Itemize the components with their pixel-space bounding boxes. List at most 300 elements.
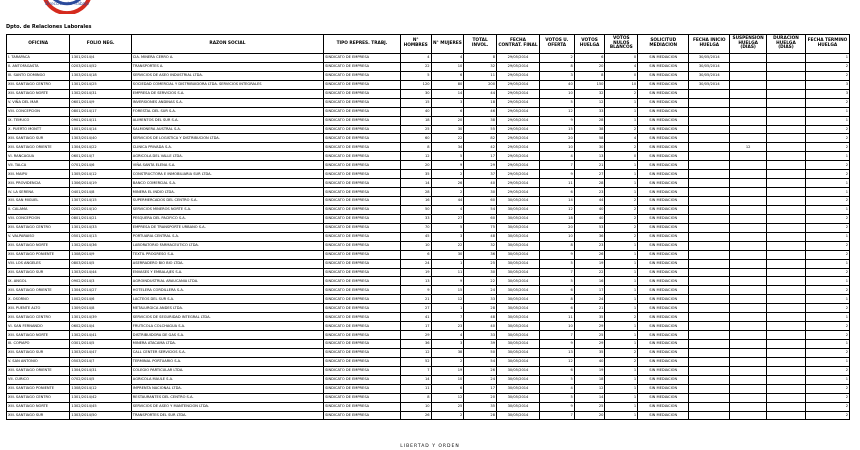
table-cell: XIII. SANTIAGO SUR [7,348,70,357]
table-cell: 1 [605,250,638,259]
table-cell: 29 [400,331,431,340]
table-cell [730,179,767,188]
table-cell: 38 [574,125,605,134]
table-cell: 22 [464,277,497,286]
table-cell: I. TARAPACA [7,54,70,63]
table-cell: SIN MEDIACION [638,143,689,152]
table-cell [689,116,730,125]
table-cell: XIII. SANTIAGO SUR [7,268,70,277]
table-cell [730,54,767,63]
table-row [7,322,850,331]
table-cell: 32 [464,241,497,250]
table-cell: 27 [400,304,431,313]
table-cell: 12 [574,98,605,107]
table-cell [730,331,767,340]
table-cell: SINDICATO DE EMPRESA [324,241,401,250]
table-cell: 44 [464,89,497,98]
table-cell: 9 [539,250,574,259]
table-cell: 8 [539,295,574,304]
table-cell: 29/05/2014 [497,170,540,179]
table-cell [767,232,806,241]
table-cell: SERVICIOS DE LOGISTICA Y DISTRIBUCION LTDA. [131,134,323,143]
table-cell: 29/05/2014 [497,179,540,188]
table-cell: 17 [400,322,431,331]
table-row [7,125,850,134]
table-cell: 40 [400,107,431,116]
table-cell: 0301/2014/5 [70,340,131,349]
table-cell: SIN MEDIACION [638,116,689,125]
table-cell: SIN MEDIACION [638,375,689,384]
table-cell: 1 [605,322,638,331]
table-row [7,286,850,295]
table-cell: 5 [539,277,574,286]
table-cell: SIN MEDIACION [638,125,689,134]
table-cell [767,313,806,322]
table-cell: 27 [574,170,605,179]
table-row [7,357,850,366]
table-cell [767,161,806,170]
table-cell: 34 [431,143,464,152]
table-cell: DISTRIBUIDORA DE GAS S.A. [131,331,323,340]
table-cell: 0 [605,71,638,80]
table-cell: COLEGIO PARTICULAR LTDA. [131,366,323,375]
table-cell: 0602/2014/4 [70,322,131,331]
table-cell: 38 [431,348,464,357]
table-cell: 30/05/2014 [497,304,540,313]
table-cell: 1 [605,277,638,286]
table-cell [730,214,767,223]
table-cell [730,152,767,161]
logo-text: Dirección del Trabajo [45,1,89,6]
table-cell [730,241,767,250]
table-cell: 30/05/2014 [497,348,540,357]
table-cell: SINDICATO DE EMPRESA [324,98,401,107]
table-cell: III. COPIAPO [7,340,70,349]
table-cell: 14 [431,89,464,98]
table-row [7,152,850,161]
table-cell: 2 [605,348,638,357]
table-cell: SINDICATO DE EMPRESA [324,143,401,152]
column-header: FECHA INICIO HUELGA [689,35,730,54]
footer-text: LIBERTAD Y ORDEN [400,444,460,449]
table-cell: 15 [431,286,464,295]
table-cell [767,259,806,268]
table-cell [730,71,767,80]
table-cell: SINDICATO DE EMPRESA [324,134,401,143]
table-cell: 26 [574,250,605,259]
table-cell: 1 [605,384,638,393]
table-cell: TRANSPORTES DEL SUR LTDA. [131,411,323,420]
table-cell: 20 [574,62,605,71]
table-cell: 1305/2014/12 [70,170,131,179]
table-cell: SINDICATO DE EMPRESA [324,340,401,349]
table-cell: 36 [574,232,605,241]
table-cell: 2 [605,197,638,206]
table-cell: 3 [431,98,464,107]
table-cell: 30/05/2014 [689,54,730,63]
table-cell: 10 [431,62,464,71]
table-cell [689,259,730,268]
table-cell: SINDICATO DE EMPRESA [324,268,401,277]
table-cell [767,340,806,349]
table-cell: 1302/2014/36 [70,241,131,250]
table-cell: XIII. SANTIAGO CENTRO [7,393,70,402]
table-cell: 1304/2014/31 [70,366,131,375]
table-cell [730,223,767,232]
table-cell [689,188,730,197]
table-cell: 20 [574,411,605,420]
table-cell: 200 [464,80,497,89]
table-cell: 20 [431,116,464,125]
table-cell [767,384,806,393]
table-cell: TRANSPORTES A. [131,62,323,71]
table-cell: 1 [605,304,638,313]
table-cell: 22 [431,134,464,143]
table-cell: XIII. SANTIAGO SUR [7,134,70,143]
table-cell: 1301/2014/39 [70,313,131,322]
table-cell: LACTEOS DEL SUR S.A. [131,295,323,304]
table-cell [767,366,806,375]
table-cell: AGRICOLA MAULE S.A. [131,375,323,384]
table-cell: SIN MEDIACION [638,214,689,223]
table-cell: SIN MEDIACION [638,223,689,232]
table-cell: 1 [605,116,638,125]
table-cell: 29/05/2014 [497,134,540,143]
table-cell: V. VIÑA DEL MAR [7,98,70,107]
table-cell [730,402,767,411]
table-cell: 2 [805,366,849,375]
table-cell: SIN MEDIACION [638,152,689,161]
table-cell: 1 [805,313,849,322]
table-cell: 1 [605,188,638,197]
table-cell: 16 [400,197,431,206]
table-cell: 29 [574,322,605,331]
table-cell: 6 [431,71,464,80]
table-cell: XIII. SANTIAGO ORIENTE [7,143,70,152]
table-cell: 120 [400,80,431,89]
table-cell: SERVICIOS DE ASEO Y MANTENCION LTDA. [131,402,323,411]
table-cell: 44 [431,197,464,206]
table-cell: 30/05/2014 [497,277,540,286]
table-cell: SINDICATO DE EMPRESA [324,384,401,393]
table-cell [730,134,767,143]
table-cell: 46 [464,107,497,116]
table-cell: 9 [539,116,574,125]
table-cell [767,214,806,223]
table-cell: 29/05/2014 [497,62,540,71]
table-cell: 23 [431,322,464,331]
table-cell: SINDICATO DE EMPRESA [324,89,401,98]
table-cell: 20 [400,161,431,170]
table-cell: 1302/2014/41 [70,331,131,340]
table-row [7,62,850,71]
table-cell: 10 [539,143,574,152]
table-cell [767,89,806,98]
table-cell: SINDICATO DE EMPRESA [324,250,401,259]
table-cell: 21 [400,295,431,304]
table-cell: VII. TALCA [7,161,70,170]
table-cell: 42 [464,143,497,152]
table-row [7,134,850,143]
table-cell: 8 [464,54,497,63]
table-cell: 29/05/2014 [497,161,540,170]
table-cell: SIN MEDIACION [638,286,689,295]
table-cell: 1 [805,188,849,197]
table-cell: 39 [464,340,497,349]
table-cell: 4 [539,152,574,161]
table-cell: 2 [805,197,849,206]
table-cell: SINDICATO DE EMPRESA [324,152,401,161]
table-cell: SIN MEDIACION [638,393,689,402]
table-cell: 2 [431,411,464,420]
table-row [7,331,850,340]
table-cell: 48 [464,232,497,241]
table-cell: SIN MEDIACION [638,384,689,393]
table-cell: SINDICATO DE EMPRESA [324,188,401,197]
table-cell: 1 [605,268,638,277]
table-cell [730,107,767,116]
table-cell [730,188,767,197]
table-cell [767,205,806,214]
table-cell [689,98,730,107]
table-cell: SIN MEDIACION [638,62,689,71]
table-cell: 1 [605,259,638,268]
table-cell: 6 [431,384,464,393]
table-cell [730,232,767,241]
table-row [7,384,850,393]
table-cell: 21 [574,161,605,170]
table-cell: 30/05/2014 [497,375,540,384]
table-cell: 36 [464,250,497,259]
table-cell: LABORATORIO FARMACEUTICO LTDA. [131,241,323,250]
table-cell: XIII. SANTIAGO NORTE [7,241,70,250]
table-cell: RESTAURANTES DEL CENTRO S.A. [131,393,323,402]
table-cell: 28 [574,116,605,125]
table-cell: 30/05/2014 [497,268,540,277]
table-cell: CONSTRUCTORA E INMOBILIARIA SUR LTDA. [131,170,323,179]
table-cell: SINDICATO DE EMPRESA [324,107,401,116]
table-cell: 0601/2014/7 [70,152,131,161]
table-cell: 29/05/2014 [497,152,540,161]
table-cell: SIN MEDIACION [638,250,689,259]
table-cell: 30/05/2014 [497,366,540,375]
column-header: VOTOS U. OFERTA [539,35,574,54]
table-cell: 24 [464,375,497,384]
table-cell: SIN MEDIACION [638,295,689,304]
table-cell: 6 [539,304,574,313]
table-cell: 1 [805,375,849,384]
table-cell: 30 [464,188,497,197]
table-cell: 0401/2014/8 [70,188,131,197]
table-cell: 1308/2014/9 [70,250,131,259]
table-cell: 29 [464,161,497,170]
table-cell: 1 [605,98,638,107]
table-cell: 12 [539,107,574,116]
table-cell: 40 [539,80,574,89]
table-cell: MINERA EL INDIO LTDA. [131,188,323,197]
table-cell [730,197,767,206]
table-cell: 1 [805,259,849,268]
column-header: SUSPENSION HUELGA (DIAS) [730,35,767,54]
table-cell: 35 [400,170,431,179]
table-cell: 2 [605,313,638,322]
table-cell: 28 [464,304,497,313]
table-cell: SIN MEDIACION [638,179,689,188]
table-cell: 1303/2014/18 [70,71,131,80]
table-cell: II. ANTOFAGASTA [7,62,70,71]
table-cell: VII. CURICO [7,375,70,384]
table-cell: X. OSORNO [7,295,70,304]
table-cell: 30/05/2014 [497,250,540,259]
table-cell: SINDICATO DE EMPRESA [324,54,401,63]
table-cell: XIII. SANTIAGO CENTRO [7,80,70,89]
table-cell: 2 [805,250,849,259]
table-cell [767,71,806,80]
table-cell [767,402,806,411]
table-cell: 40 [574,357,605,366]
table-cell: 16 [574,277,605,286]
table-cell: ENVASES Y EMBALAJES S.A. [131,268,323,277]
table-cell: 14 [574,393,605,402]
table-cell: 25 [431,402,464,411]
table-cell: 0801/2014/17 [70,107,131,116]
table-cell [689,295,730,304]
table-cell: 4 [431,331,464,340]
table-cell: 2 [805,241,849,250]
table-cell: 40 [574,205,605,214]
table-cell: 55 [464,125,497,134]
table-cell [730,286,767,295]
table-cell [730,116,767,125]
table-cell: XIII. PROVIDENCIA [7,179,70,188]
table-row [7,188,850,197]
table-cell: 1 [805,107,849,116]
table-cell: 14 [539,197,574,206]
table-cell: 50 [400,205,431,214]
table-cell: 2 [805,411,849,420]
table-cell: 5 [400,71,431,80]
table-cell: 11 [539,179,574,188]
table-cell: 1306/2014/19 [70,179,131,188]
table-cell [689,223,730,232]
table-cell [689,402,730,411]
table-cell: 0503/2014/7 [70,357,131,366]
table-cell: SINDICATO DE EMPRESA [324,71,401,80]
table-cell: 2 [431,188,464,197]
table-cell: 30/05/2014 [497,340,540,349]
table-cell: FORESTAL DEL SUR S.A. [131,107,323,116]
table-cell: 2 [605,125,638,134]
table-cell: 0801/2014/21 [70,214,131,223]
table-cell [689,375,730,384]
table-cell: FRUTICOLA COLCHAGUA S.A. [131,322,323,331]
table-cell [767,197,806,206]
table-row [7,268,850,277]
table-cell [689,357,730,366]
table-cell: 33 [400,214,431,223]
table-cell [730,295,767,304]
table-cell: 9 [539,170,574,179]
table-cell: II. CALAMA [7,205,70,214]
table-cell [689,304,730,313]
table-cell: 2 [605,205,638,214]
table-cell: SIN MEDIACION [638,411,689,420]
table-cell: 4 [605,134,638,143]
table-cell: 0501/2014/13 [70,232,131,241]
table-cell: 19 [431,366,464,375]
table-row [7,304,850,313]
table-cell [767,170,806,179]
table-cell: SINDICATO DE EMPRESA [324,205,401,214]
table-cell [689,277,730,286]
table-cell: 29/05/2014 [497,143,540,152]
table-cell: 33 [464,331,497,340]
table-cell: 30/05/2014 [497,313,540,322]
table-cell: 11 [464,71,497,80]
table-cell: 1 [805,295,849,304]
table-cell [767,304,806,313]
table-cell: 2 [805,143,849,152]
table-cell: 9 [400,286,431,295]
table-cell: VIII. LOS ANGELES [7,259,70,268]
table-cell: SINDICATO DE EMPRESA [324,179,401,188]
table-cell: SIN MEDIACION [638,331,689,340]
table-cell: 13 [539,348,574,357]
table-cell: SINDICATO DE EMPRESA [324,197,401,206]
table-cell: 1 [605,295,638,304]
table-cell: 1 [605,366,638,375]
table-cell [767,375,806,384]
table-cell: 2 [805,170,849,179]
table-cell: 60 [400,134,431,143]
table-cell: 1 [605,179,638,188]
table-cell [767,322,806,331]
table-cell: SIN MEDIACION [638,322,689,331]
table-cell: 4 [400,54,431,63]
table-cell: 10 [539,232,574,241]
table-cell: 10 [400,402,431,411]
table-cell: XIII. SANTIAGO CENTRO [7,223,70,232]
table-cell: SINDICATO DE EMPRESA [324,161,401,170]
table-cell: 20 [464,393,497,402]
table-cell: 19 [574,259,605,268]
table-cell: SOCIEDAD COMERCIAL Y DISTRIBUIDORA LTDA. SERVICIOS INTEGRALES [131,80,323,89]
column-header: TOTAL INVOL. [464,35,497,54]
table-cell [730,161,767,170]
table-row [7,80,850,89]
table-cell: SIN MEDIACION [638,241,689,250]
table-row [7,54,850,63]
table-cell [730,80,767,89]
table-cell: EMPRESA DE TRANSPORTE URBANO S.A. [131,223,323,232]
table-cell: SIN MEDIACION [638,205,689,214]
table-cell: 0601/2014/9 [70,98,131,107]
table-cell: 1002/2014/6 [70,295,131,304]
table-cell: 5 [431,152,464,161]
table-cell: 26 [400,411,431,420]
table-cell: SALMONERA AUSTRAL S.A. [131,125,323,134]
table-cell: 30/05/2014 [497,295,540,304]
table-cell: SIN MEDIACION [638,54,689,63]
table-cell: 20 [539,223,574,232]
table-cell [689,179,730,188]
table-cell: 2 [605,232,638,241]
table-cell: SINDICATO DE EMPRESA [324,170,401,179]
table-cell: 8 [400,393,431,402]
table-cell: SIN MEDIACION [638,357,689,366]
table-cell: 8 [400,143,431,152]
table-cell: SINDICATO DE EMPRESA [324,375,401,384]
